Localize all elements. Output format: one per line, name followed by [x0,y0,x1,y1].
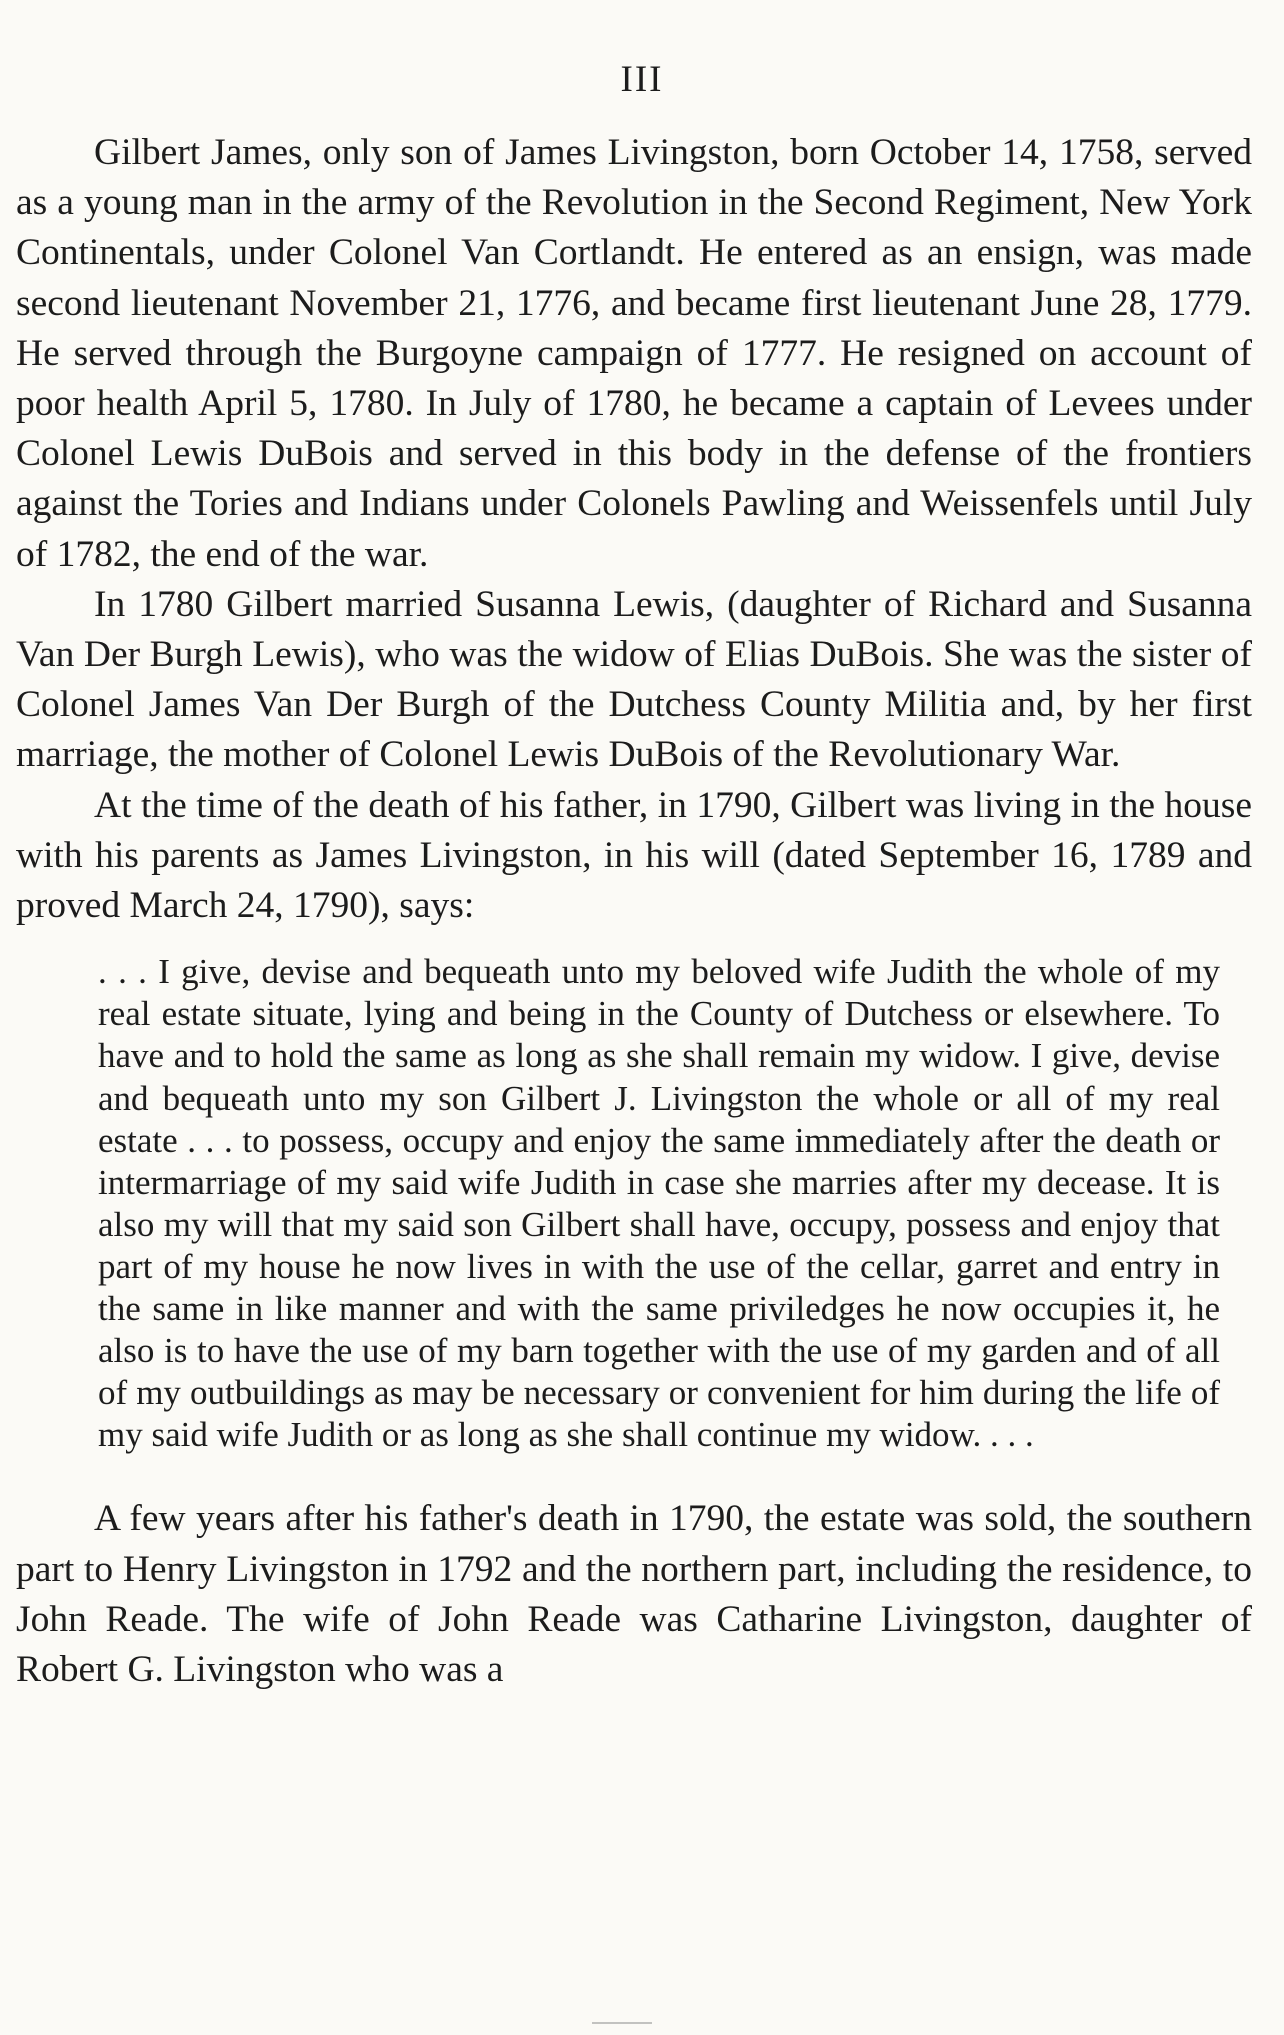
paragraph-father-death: At the time of the death of his father, in 1790, Gilbert was living in the house with his parents as James Livingston, in his will (dated September 16, 1789 and proved March 24, 1790), says: [16,784,1252,927]
will-quotation: . . . I give, devise and bequeath unto my beloved wife Judith the whole of my real estate situate, lying and being in the County of Dutchess or elsewhere. To have and to hold the same as long as she shall remain my widow. I give, devise and bequeath unto my son Gilbert J. Livingston the whole or all of my real estate . . . to possess, occupy and enjoy the same immediately after the death or intermarriage of my said wife Judith in case she marries after my decease. It is also my will that my said son Gilbert shall have, occupy, possess and enjoy that part of my house he now lives in with the use of the cellar, garret and entry in the same in like manner and with the same priviledges he now occupies it, he also is to have the use of my barn together with the use of my garden and of all of my outbuildings as may be necessary or convenient for him during the life of my said wife Judith or as long as she shall continue my widow. . . . [98,952,1220,1455]
page-number: III [620,59,664,100]
paragraph-gilbert-service: Gilbert James, only son of James Livingston, born October 14, 1758, served as a young man in the army of the Revolution in the Second Regiment, New York Continentals, under Colonel Van Cortlandt. He entered as an ensign, was made second lieutenant November 21, 1776, and became first lieutenant June 28, 1779. He served through the Burgoyne campaign of 1777. He resigned on account of poor health April 5, 1780. In July of 1780, he became a captain of Levees under Colonel Lewis DuBois and served in this body in the defense of the frontiers against the Tories and Indians under Colonels Pawling and Weissenfels until July of 1782, the end of the war. [16,132,1252,575]
body-text [16,128,1252,1695]
paragraph-estate-sold: A few years after his father's death in 1790, the estate was sold, the southern part to Henry Livingston in 1792 and the northern part, including the residence, to John Reade. The wife of John Reade was Catharine Livingston, daughter of Robert G. Livingston who was a [16,1498,1252,1690]
folio-mark [592,2022,652,2032]
paragraph-gilbert-marriage: In 1780 Gilbert married Susanna Lewis, (daughter of Richard and Susanna Van Der Burgh Lewis), who was the widow of Elias DuBois. She was the sister of Colonel James Van Der Burgh of the Dutchess County Militia and, by her first marriage, the mother of Colonel Lewis DuBois of the Revolutionary War. [16,583,1252,776]
